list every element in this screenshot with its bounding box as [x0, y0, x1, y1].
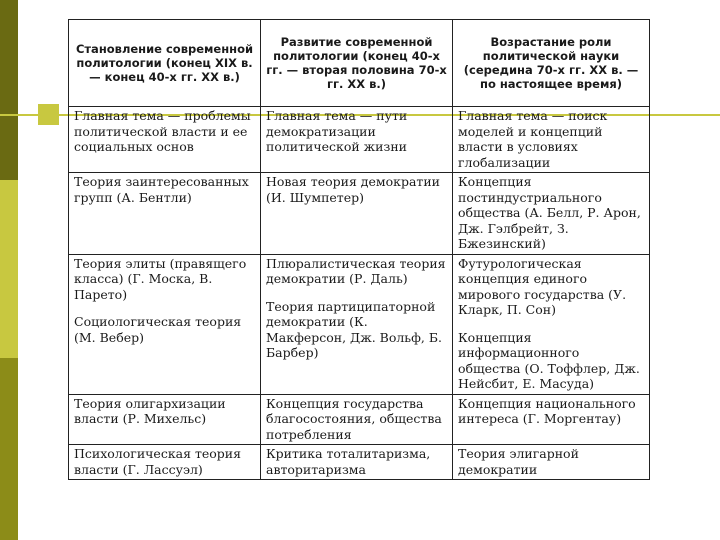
cell-text: Теория элиты (правящего класса) (Г. Моска, В. Парето)	[74, 255, 247, 302]
table-cell: Теория олигархизации власти (Р. Михельс)	[69, 394, 261, 445]
table-cell: Главная тема — проблемы политической власти и ее социальных основ	[69, 107, 261, 173]
table-row	[69, 173, 650, 255]
table-cell: Новая теория демократии (И. Шумпетер)	[261, 173, 453, 255]
cell-text: Теория партиципаторной демократии (К. Макферсон, Дж. Вольф, Б. Барбер)	[266, 298, 443, 360]
table-cell: Главная тема — поиск моделей и концепций власти в условиях глобализации	[453, 107, 650, 173]
slide-side-bar-middle	[0, 180, 18, 358]
header-stage-growing-role: Возрастание роли политической науки (середина 70-х гг. XX в. — по настоящее время)	[453, 20, 650, 107]
slide-side-bar-bottom	[0, 358, 18, 540]
table-cell: Концепция национального интереса (Г. Моргентау)	[453, 394, 650, 445]
header-stage-formation: Становление современной политологии (конец XIX в. — конец 40-х гг. XX в.)	[69, 20, 261, 107]
slide-accent-square	[38, 104, 59, 125]
political-science-stages-table	[68, 19, 650, 480]
table-cell	[453, 254, 650, 394]
table-cell: Критика тоталитаризма, авторитаризма	[261, 445, 453, 480]
table-cell: Теория элигарной демократии	[453, 445, 650, 480]
table-row	[69, 445, 650, 480]
slide-side-bar-top	[0, 0, 18, 180]
cell-text: Футурологическая концепция единого мирового государства (У. Кларк, П. Сон)	[458, 255, 627, 317]
cell-text: Социологическая теория (М. Вебер)	[74, 314, 242, 345]
header-stage-development: Развитие современной политологии (конец 40-х гг. — вторая половина 70-х гг. XX в.)	[261, 20, 453, 107]
table-cell: Психологическая теория власти (Г. Лассуэл)	[69, 445, 261, 480]
table-cell: Главная тема — пути демократизации политической жизни	[261, 107, 453, 173]
cell-text: Концепция информационного общества (О. Тоффлер, Дж. Нейсбит, Е. Масуда)	[458, 329, 640, 391]
table-row	[69, 107, 650, 173]
cell-text: Плюралистическая теория демократии (Р. Даль)	[266, 255, 446, 286]
table-cell: Концепция постиндустриального общества (А. Белл, Р. Арон, Дж. Гэлбрейт, З. Бжезинский)	[453, 173, 650, 255]
table-cell: Концепция государства благосостояния, общества потребления	[261, 394, 453, 445]
table-row	[69, 394, 650, 445]
table-header-row	[69, 20, 650, 107]
table-cell	[261, 254, 453, 394]
table-row	[69, 254, 650, 394]
table-cell	[69, 254, 261, 394]
table-cell: Теория заинтересованных групп (А. Бентли)	[69, 173, 261, 255]
